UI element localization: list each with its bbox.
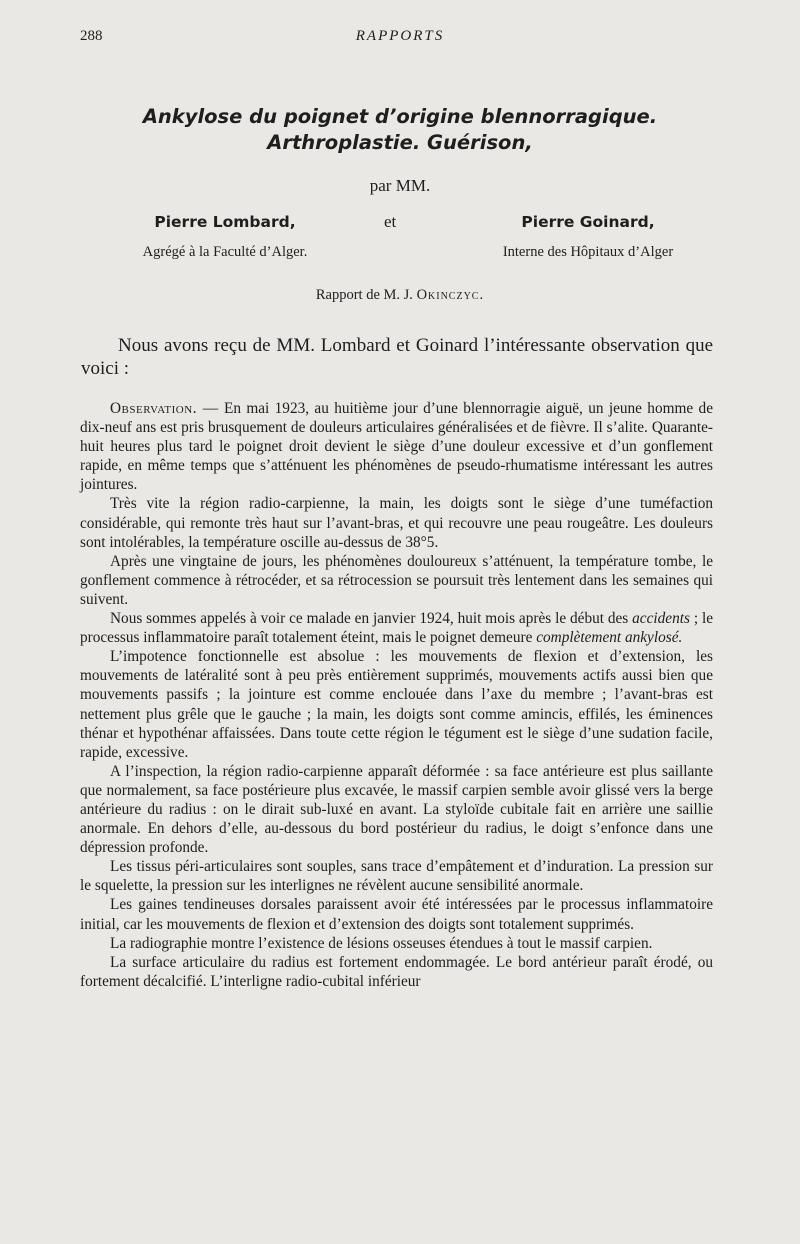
text-run: ; le processus inflammatoire paraît totalement éteint, mais le poignet demeure xyxy=(80,610,713,647)
article-body xyxy=(80,399,713,991)
article-title xyxy=(80,104,720,156)
byline: par MM. xyxy=(369,176,431,195)
title-line-1: Ankylose du poignet d’origine blennorragique. xyxy=(142,105,658,128)
author-2 xyxy=(448,212,728,232)
reporter-name: Okinczyc. xyxy=(416,287,485,303)
report-line xyxy=(80,287,720,304)
paragraph: Après une vingtaine de jours, les phénomènes douloureux s’atténuent, la température tombe, le gonflement commence à rétrocéder, et sa rétrocession se poursuit très lentement dans les semaines qui suivent. xyxy=(80,552,713,608)
paragraph: La surface articulaire du radius est fortement endommagée. Le bord antérieur paraît érodé, ou fortement décalcifié. L’interligne radio-cubital inférieur xyxy=(80,953,713,990)
observation-text: En mai 1923, au huitième jour d’une blennorragie aiguë, un jeune homme de dix-neuf ans est pris brusquement de douleurs articulaires généralisées et de fièvre. Il s’alite. Quarante-huit heures plus tard le poignet droit devient le siège d’une douleur excessive et d’un gonflement rapide, en même temps que s’atténuent les phénomènes de pseudo-rhumatisme intéressant les autres jointures. xyxy=(80,400,713,494)
author-conjunction: et xyxy=(384,212,397,231)
italic-run: accidents xyxy=(632,610,690,628)
text-run: Nous sommes appelés à voir ce malade en janvier 1924, huit mois après le début des xyxy=(110,610,633,628)
paragraph-observation xyxy=(80,399,713,494)
author-2-name: Pierre Goinard, xyxy=(521,213,655,231)
author-2-affiliation: Interne des Hôpitaux d’Alger xyxy=(502,244,674,260)
paragraph: Très vite la région radio-carpienne, la main, les doigts sont le siège d’une tuméfaction considérable, qui remonte très haut sur l’avant-bras, et qui recouvre une peau rougeâtre. Les douleurs sont intolérables, la température oscille au-dessus de 38°5. xyxy=(80,495,713,551)
page-number: 288 xyxy=(80,28,103,44)
title-line-2: Arthroplastie. Guérison, xyxy=(267,131,533,154)
paragraph: L’impotence fonctionnelle est absolue : les mouvements de flexion et d’extension, les mouvements de latéralité sont à peu près entièrement supprimés, mouvements actifs aussi bien que mouvements passifs ; la jointure est comme enclouée dans l’axe du membre ; l’avant-bras est nettement plus grêle que le gauche ; la main, les doigts sont comme amincis, effilés, les éminences thénar et hypothénar affaissées. Dans toute cette région le tégument est le siège d’une sudation facile, rapide, excessive. xyxy=(80,648,713,761)
paragraph: La radiographie montre l’existence de lésions osseuses étendues à tout le massif carpien. xyxy=(110,934,653,952)
paragraph: A l’inspection, la région radio-carpienne apparaît déformée : sa face antérieure est plus saillante que normalement, sa face postérieure plus excavée, le massif carpien semble avoir glissé vers la berge antérieure du radius : on le dirait sub-luxé en avant. La styloïde cubitale fait en arrière une saillie anormale. En dehors d’elle, au-dessous du bord postérieur du radius, le doigt s’enfonce dans une dépression profonde. xyxy=(80,762,713,857)
paragraph: Les tissus péri-articulaires sont souples, sans trace d’empâtement et d’induration. La pression sur le squelette, la pression sur les interlignes ne révèlent aucune sensibilité anormale. xyxy=(80,858,713,895)
observation-label: Observation. — xyxy=(110,400,219,417)
author-1-affiliation: Agrégé à la Faculté d’Alger. xyxy=(142,244,308,260)
author-1 xyxy=(80,212,370,232)
running-title: RAPPORTS xyxy=(355,28,445,44)
intro-paragraph: Nous avons reçu de MM. Lombard et Goinard l’intéressante observation que voici : xyxy=(81,335,713,379)
running-header xyxy=(80,28,720,48)
author-1-name: Pierre Lombard, xyxy=(154,213,296,231)
italic-run: complètement ankylosé. xyxy=(536,629,683,647)
paragraph-with-emphasis xyxy=(80,609,713,647)
report-prefix: Rapport de M. J. xyxy=(315,287,413,303)
paragraph: Les gaines tendineuses dorsales paraissent avoir été intéressées par le processus inflammatoire initial, car les mouvements de flexion et d’extension des doigts sont totalement supprimés. xyxy=(80,896,713,933)
